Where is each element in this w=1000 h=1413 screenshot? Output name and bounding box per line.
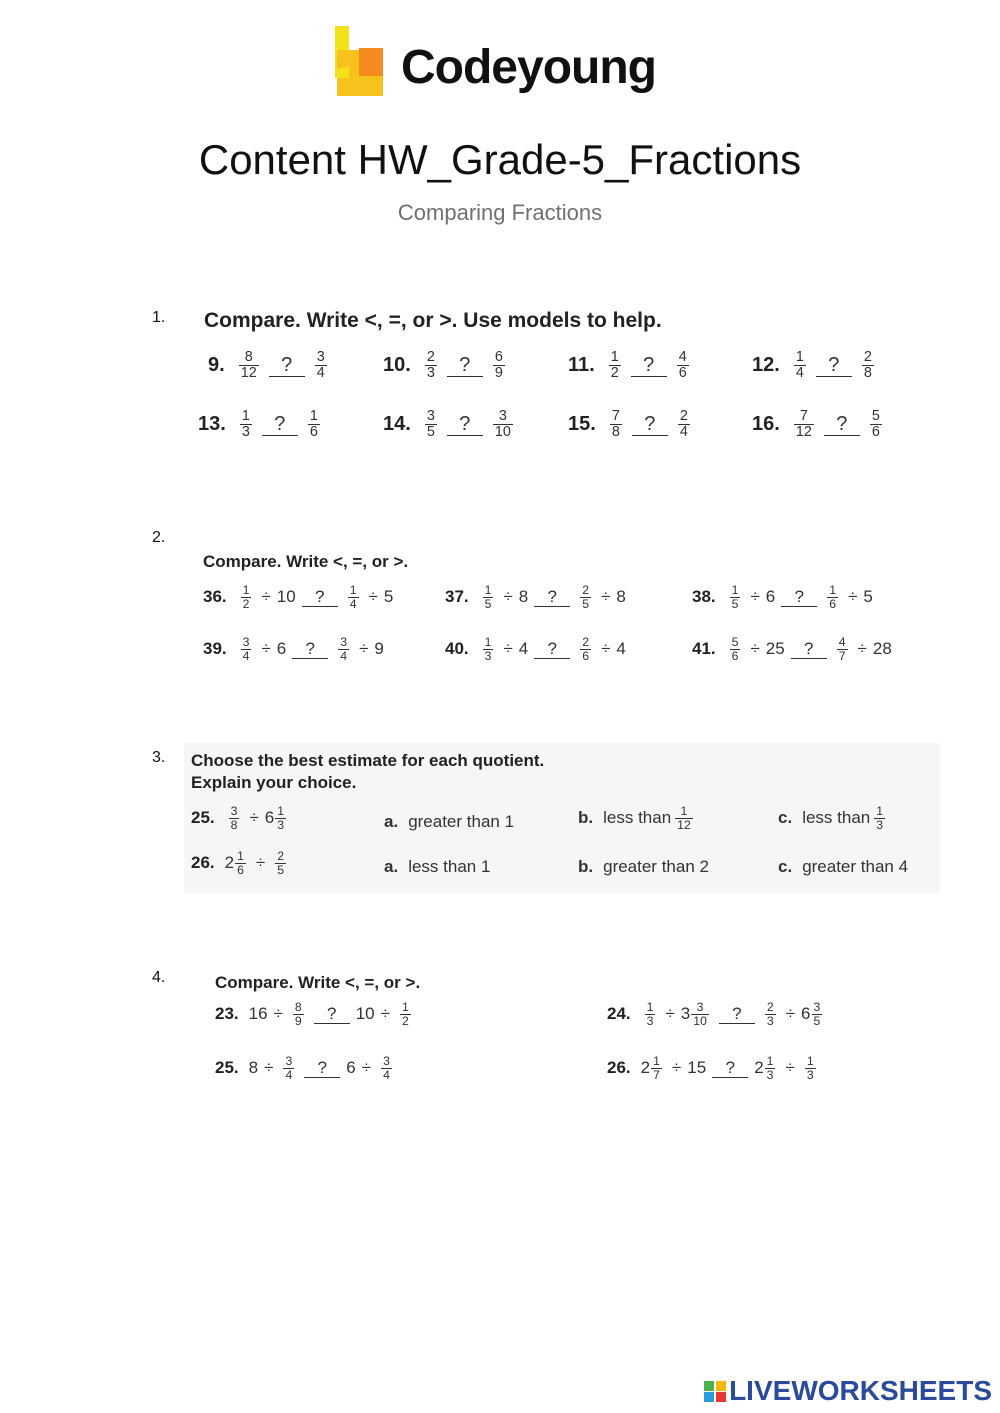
q2-instruction: Compare. Write <, =, or >. bbox=[203, 552, 409, 571]
answer-blank[interactable]: ? bbox=[304, 1059, 340, 1079]
liveworksheets-text: LIVEWORKSHEETS bbox=[729, 1375, 992, 1406]
answer-blank[interactable]: ? bbox=[534, 640, 570, 660]
page-subtitle: Comparing Fractions bbox=[397, 200, 603, 225]
answer-blank[interactable]: ? bbox=[269, 354, 305, 377]
answer-blank[interactable]: ? bbox=[631, 354, 667, 377]
brand-name: Codeyoung bbox=[401, 41, 656, 94]
answer-blank[interactable]: ? bbox=[816, 354, 852, 377]
q2-problem-39: 39. $\frac{3}{4}$ ÷ 6 ? $\frac{3}{4}$ ÷ 9 bbox=[203, 635, 384, 663]
question-number-4: 4. bbox=[152, 969, 166, 986]
answer-blank[interactable]: ? bbox=[447, 354, 483, 377]
answer-blank[interactable]: ? bbox=[632, 413, 668, 436]
q4-instruction: Compare. Write <, =, or >. bbox=[215, 973, 421, 992]
answer-blank[interactable]: ? bbox=[447, 413, 483, 436]
q3-problem-25: 25. $\frac{3}{8}$ ÷ 6 $\frac{1}{3}$ bbox=[191, 804, 285, 832]
q1-problem-11: 11. $\frac{1}{2}$ ? $\frac{4}{6}$ bbox=[568, 349, 687, 382]
q1-problem-16: 16. $\frac{7}{12}$ ? $\frac{5}{6}$ bbox=[752, 408, 880, 441]
liveworksheets-logo bbox=[703, 1376, 992, 1406]
q1-problem-9: 9. $\frac{8}{12}$ ? $\frac{3}{4}$ bbox=[208, 349, 325, 382]
q3-26-option-a[interactable]: a. less than 1 bbox=[384, 857, 491, 876]
q3-26-option-b[interactable]: b. greater than 2 bbox=[578, 857, 709, 876]
question-number-3: 3. bbox=[152, 749, 166, 766]
q3-problem-26: 26. 2 $\frac{1}{6}$ ÷ $\frac{2}{5}$ bbox=[191, 849, 285, 877]
q3-25-option-a[interactable]: a. greater than 1 bbox=[384, 812, 515, 831]
answer-blank[interactable]: ? bbox=[712, 1059, 748, 1079]
answer-blank[interactable]: ? bbox=[824, 413, 860, 436]
q1-problem-15: 15. $\frac{7}{8}$ ? $\frac{2}{4}$ bbox=[568, 408, 688, 441]
answer-blank[interactable]: ? bbox=[791, 640, 827, 660]
q2-problem-41: 41. $\frac{5}{6}$ ÷ 25 ? $\frac{4}{7}$ ÷ 28 bbox=[692, 635, 892, 663]
question-number-2: 2. bbox=[152, 529, 166, 546]
answer-blank[interactable]: ? bbox=[719, 1005, 755, 1025]
answer-blank[interactable]: ? bbox=[302, 588, 338, 608]
q3-instruction: Choose the best estimate for each quotient. Explain your choice. bbox=[191, 751, 545, 792]
answer-blank[interactable]: ? bbox=[292, 640, 328, 660]
q1-instruction: Compare. Write <, =, or >. Use models to help. bbox=[204, 309, 662, 332]
q1-problem-13: 13. $\frac{1}{3}$ ? $\frac{1}{6}$ bbox=[198, 408, 318, 441]
liveworksheets-mark-icon bbox=[703, 1379, 727, 1403]
answer-blank[interactable]: ? bbox=[262, 413, 298, 436]
question-number-1: 1. bbox=[152, 309, 166, 326]
q4-problem-26: 26. 2 $\frac{1}{7}$ ÷ 15 ? 2 $\frac{1}{3}$ ÷ $\frac{1}{3}$ bbox=[607, 1054, 814, 1082]
answer-blank[interactable]: ? bbox=[534, 588, 570, 608]
codeyoung-logo bbox=[331, 26, 676, 108]
q2-problem-38: 38. $\frac{1}{5}$ ÷ 6 ? $\frac{1}{6}$ ÷ 5 bbox=[692, 583, 873, 611]
q2-problem-36: 36. $\frac{1}{2}$ ÷ 10 ? $\frac{1}{4}$ ÷ 5 bbox=[203, 583, 394, 611]
q1-problem-10: 10. $\frac{2}{3}$ ? $\frac{6}{9}$ bbox=[383, 349, 503, 382]
q4-problem-25: 25. 8 ÷ $\frac{3}{4}$ ? 6 ÷ $\frac{3}{4}$ bbox=[215, 1054, 390, 1082]
answer-blank[interactable]: ? bbox=[781, 588, 817, 608]
q2-problem-40: 40. $\frac{1}{3}$ ÷ 4 ? $\frac{2}{6}$ ÷ 4 bbox=[445, 635, 626, 663]
q3-25-option-b[interactable]: b. less than $\frac{1}{12}$ bbox=[578, 804, 691, 832]
q4-problem-24: 24. $\frac{1}{3}$ ÷ 3 $\frac{3}{10}$ ? $\frac{2}{3}$ ÷ 6 $\frac{3}{5}$ bbox=[607, 1000, 821, 1028]
codeyoung-logo-mark bbox=[331, 26, 391, 98]
q3-26-option-c[interactable]: c. greater than 4 bbox=[778, 857, 909, 876]
q4-problem-23: 23. 16 ÷ $\frac{8}{9}$ ? 10 ÷ $\frac{1}{2}$ bbox=[215, 1000, 409, 1028]
q1-problem-14: 14. $\frac{3}{5}$ ? $\frac{3}{10}$ bbox=[383, 408, 511, 441]
answer-blank[interactable]: ? bbox=[314, 1005, 350, 1025]
q3-25-option-c[interactable]: c. less than $\frac{1}{3}$ bbox=[778, 804, 884, 832]
q2-problem-37: 37. $\frac{1}{5}$ ÷ 8 ? $\frac{2}{5}$ ÷ 8 bbox=[445, 583, 626, 611]
q1-problem-12: 12. $\frac{1}{4}$ ? $\frac{2}{8}$ bbox=[752, 349, 872, 382]
page-title: Content HW_Grade-5_Fractions bbox=[198, 136, 802, 183]
